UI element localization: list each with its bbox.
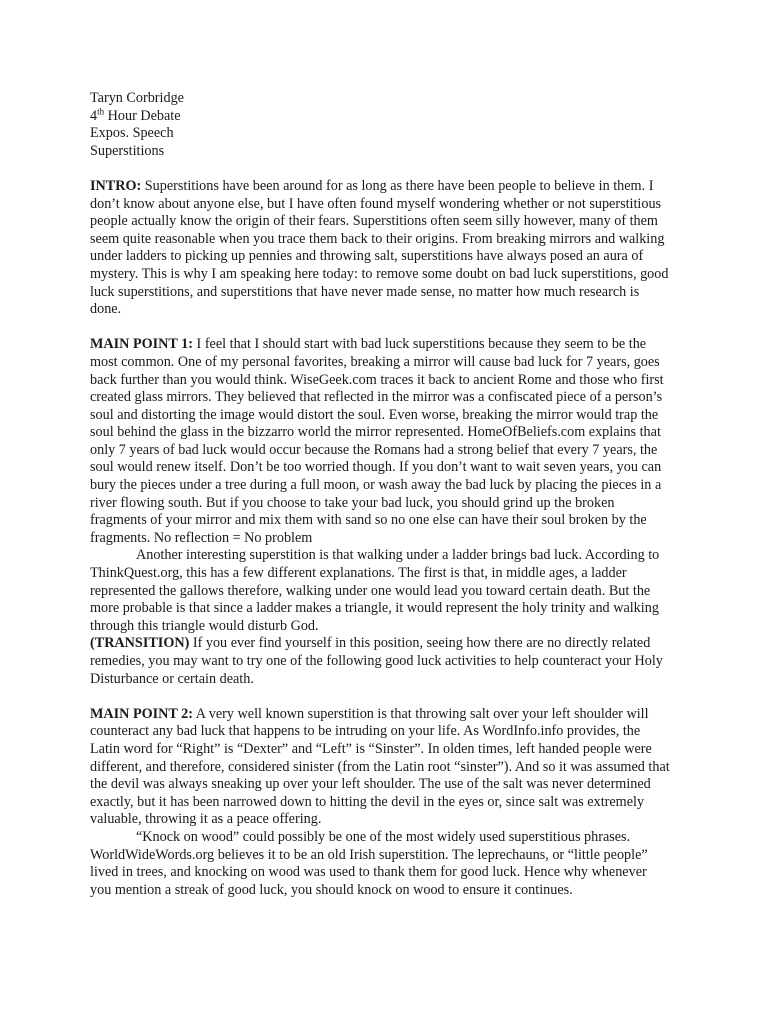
intro-text: Superstitions have been around for as long as there have been people to believe in them. I don’t know about anyone else, but I have often found myself wondering whether or not superstitious people actually know the origin of their fears. Superstitions often seem silly however, many of them seem quite reasonable when you trace them back to their origins. From breaking mirrors and walking under ladders to picking up pennies and throwing salt, superstitions have always posed an aura of mystery. This is why I am speaking here today: to remove some doubt on bad luck superstitions, good luck superstitions, and superstitions that have never made sense, no matter how much research is done.: [90, 177, 669, 318]
main-point-2-paragraph: [90, 706, 670, 829]
speech-topic: Superstitions: [90, 142, 165, 159]
main-point-1-text: I feel that I should start with bad luck superstitions because they seem to be the most common. One of my personal favorites, breaking a mirror will cause bad luck for 7 years, goes back further than you would think. WiseGeek.com traces it back to ancient Rome and those who first created glass mirrors. They believed that reflected in the mirror was a confiscated piece of a person’s soul and distorting the image would distort the soul. Even worse, breaking the mirror would trap the soul behind the glass in the bizzarro world the mirror represented. HomeOfBeliefs.com explains that only 7 years of bad luck would occur because the Romans had a strong belief that every 7 years, the soul would renew itself. Don’t be too worried though. If you don’t want to wait seven years, you can bury the pieces under a tree during a full moon, or wash away the bad luck by placing the pieces in a river flowing south. But if you choose to take your bad luck, you should grind up the broken fragments of your mirror and mix them with sand so no one else can have their soul broken by the fragments. No reflection = No problem: [90, 336, 664, 546]
main-point-1-paragraph: [90, 336, 670, 547]
spacer: [90, 160, 670, 178]
document-header: [90, 90, 670, 160]
class-suffix: th: [97, 105, 105, 116]
knock-on-wood-paragraph: “Knock on wood” could possibly be one of the most widely used superstitious phrases. WorldWideWords.org believes it to be an old Irish superstition. The leprechauns, or “little people” lived in trees, and knocking on wood was used to thank them for good luck. Hence why whenever you mention a streak of good luck, you should knock on wood to ensure it continues.: [90, 828, 648, 898]
intro-label: INTRO:: [90, 177, 142, 194]
class-name: Hour Debate: [104, 107, 181, 124]
assignment-name: Expos. Speech: [90, 125, 174, 142]
main-point-2-text: A very well known superstition is that throwing salt over your left shoulder will counteract any bad luck that happens to be intruding on your life. As WordInfo.info provides, the Latin word for “Right” is “Dexter” and “Left” is “Sinster”. In olden times, left handed people were different, and therefore, considered sinister (from the Latin root “sinster”). And so it was assumed that the devil was always sneaking up over your left shoulder. The use of the salt was never determined exactly, but it has been narrowed down to hitting the devil in the eyes or, since salt was extremely valuable, throwing it as a peace offering.: [90, 705, 670, 828]
spacer: [90, 319, 670, 337]
class-period: [90, 105, 670, 126]
transition-label: (TRANSITION): [90, 635, 190, 652]
main-point-1-label: MAIN POINT 1:: [90, 336, 193, 353]
transition-text: If you ever find yourself in this position, seeing how there are no directly related remedies, you may want to try one of the following good luck activities to help counteract your Holy Disturbance or certain death.: [90, 635, 663, 687]
ladder-paragraph: Another interesting superstition is that walking under a ladder brings bad luck. According to ThinkQuest.org, this has a few different explanations. The first is that, in middle ages, a ladder represented the gallows therefore, walking under one would lead you toward certain death. But the more probable is that since a ladder makes a triangle, it would represent the holy trinity and walking through this triangle would disturb God.: [90, 547, 660, 634]
spacer: [90, 688, 670, 706]
class-number: 4: [90, 107, 98, 124]
author-name: Taryn Corbridge: [90, 90, 184, 106]
document-page: [90, 90, 670, 899]
main-point-2-label: MAIN POINT 2:: [90, 705, 193, 722]
intro-paragraph: [90, 178, 670, 319]
transition-paragraph: [90, 635, 670, 688]
